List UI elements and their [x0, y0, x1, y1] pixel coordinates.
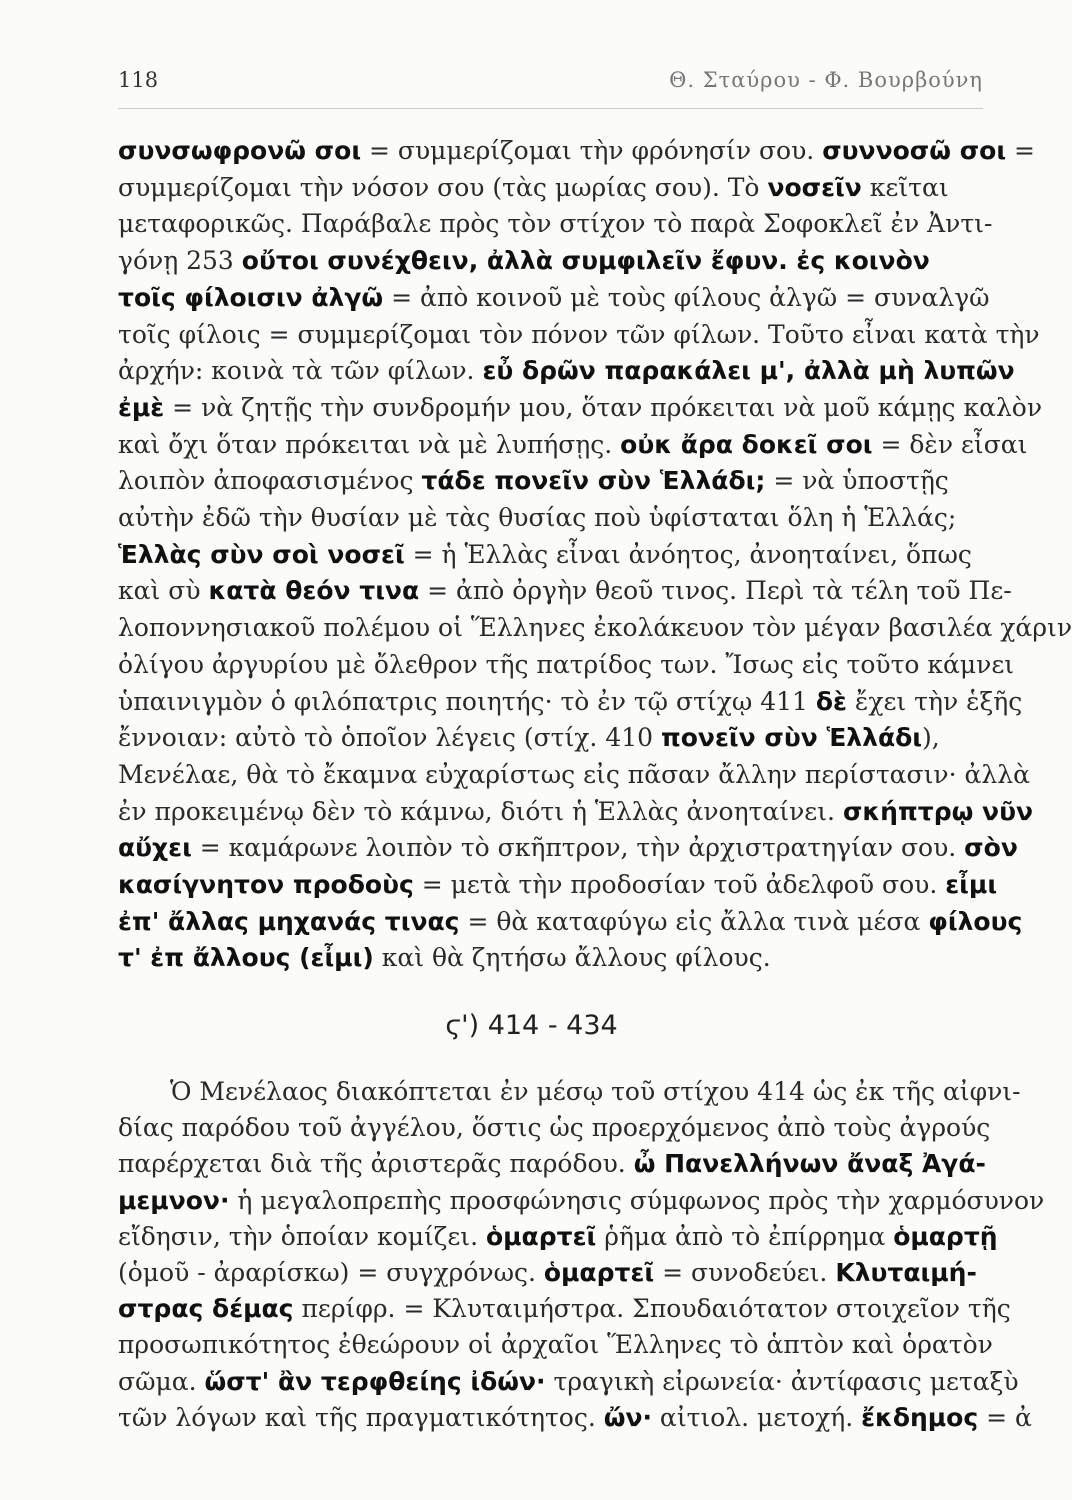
gloss-text: μεταφορικῶς. Παράβαλε πρὸς τὸν στίχον τὸ παρὰ Σοφοκλεῖ ἐν Ἀντι- — [118, 209, 993, 239]
text-line — [118, 649, 1015, 679]
gloss-text: αἰτιολ. μετοχή. — [651, 1402, 862, 1432]
text-line — [118, 392, 1043, 422]
gloss-text: = συνοδεύει. — [654, 1258, 836, 1287]
gloss-text: = δὲν εἶσαι — [872, 429, 1028, 459]
gloss-text: συμμερίζομαι τὴν νόσον σου (τὰς μωρίας σου). Τὸ — [118, 172, 768, 202]
gloss-text: τῶν λόγων καὶ τῆς πραγματικότητος. — [118, 1402, 604, 1432]
gloss-text: = νὰ ὑποστῇς — [765, 466, 949, 496]
gloss-text: = ἡ Ἑλλὰς εἶναι ἀνόητος, ἀνοηταίνει, ὅπως — [404, 539, 972, 569]
gloss-text: = νὰ ζητῇς τὴν συνδρομήν μου, ὅταν πρόκειται νὰ μοῦ κάμῃς καλὸν — [164, 392, 1043, 422]
text-line — [118, 172, 978, 202]
text-line — [118, 833, 1018, 863]
lemma-term: ὥστ' ἂν τερφθείης ἰδών· — [204, 1366, 546, 1396]
text-line — [118, 1402, 1032, 1432]
gloss-text: ), — [922, 723, 940, 753]
text-line — [118, 319, 1040, 349]
text-line — [118, 1330, 993, 1360]
lemma-term: σὸν — [964, 833, 1018, 863]
lemma-term: ὦ Πανελλήνων ἄναξ Ἀγά- — [633, 1149, 986, 1179]
lemma-term: φίλους — [928, 906, 1023, 936]
text-line — [118, 723, 978, 753]
lemma-term: κατὰ θεόν τινα — [208, 576, 420, 606]
lemma-term: ὤν· — [603, 1402, 652, 1432]
text-line — [118, 870, 998, 899]
gloss-text: ῥῆμα ἀπὸ τὸ ἐπίρρημα — [596, 1221, 894, 1251]
lemma-term: τ' ἐπ ἄλλους (εἶμι) — [118, 943, 374, 973]
text-line — [118, 356, 1015, 386]
text-line — [118, 1294, 1011, 1324]
text-line — [118, 613, 1072, 643]
text-line — [118, 759, 1030, 789]
lemma-term: αὔχει — [118, 833, 192, 863]
gloss-text: ὑπαινιγμὸν ὁ φιλόπατρις ποιητής· τὸ ἐν τῷ στίχῳ 411 — [118, 686, 816, 716]
lemma-term: νοσεῖν — [767, 172, 862, 202]
gloss-text: ἐν προκειμένῳ δὲν τὸ κάμνω, διότι ἡ Ἑλλὰς ἀνοηταίνει. — [118, 796, 843, 826]
gloss-text: καὶ σὺ — [118, 576, 209, 606]
text-line — [118, 1077, 1021, 1106]
lemma-term: πονεῖν σὺν Ἑλλάδι — [660, 723, 923, 753]
lemma-term: ἐμὲ — [118, 392, 165, 422]
text-line — [118, 686, 1023, 716]
text-line — [118, 539, 978, 569]
lemma-term: ὁμαρτῇ — [893, 1221, 998, 1251]
text-line — [118, 1221, 998, 1251]
lemma-term: οὐκ ἄρα δοκεῖ σοι — [620, 429, 873, 459]
running-head: Θ. Σταύρου - Φ. Βουρβούνη — [669, 68, 983, 92]
gloss-text: τοῖς φίλοις = συμμερίζομαι τὸν πόνον τῶν φίλων. Τοῦτο εἶναι κατὰ τὴν — [118, 319, 1040, 349]
gloss-text: κεῖται — [861, 172, 949, 202]
lemma-term: ἐπ' ἄλλας μηχανάς τινας — [118, 906, 460, 936]
gloss-text: = ἀ — [978, 1402, 1032, 1432]
text-line — [118, 796, 1033, 826]
lemma-term: τοῖς φίλοισιν ἀλγῶ — [118, 282, 384, 312]
gloss-text: Μενέλαε, θὰ τὸ ἔκαμνα εὐχαρίστως εἰς πᾶσαν ἄλλην περίστασιν· ἀλλὰ — [118, 759, 1030, 789]
gloss-text: δίας παρόδου τοῦ ἀγγέλου, ὅστις ὡς προερχόμενος ἀπὸ τοὺς ἀγρούς — [118, 1113, 991, 1143]
lemma-term: Ἑλλὰς σὺν σοὶ νοσεῖ — [118, 539, 405, 569]
text-line — [118, 246, 978, 276]
text-line — [118, 943, 978, 973]
gloss-text: προσωπικότητος ἐθεώρουν οἱ ἀρχαῖοι Ἕλληνες τὸ ἁπτὸν καὶ ὁρατὸν — [118, 1330, 993, 1360]
lemma-term: ὁμαρτεῖ — [543, 1258, 655, 1287]
lemma-term: τάδε πονεῖν σὺν Ἑλλάδι; — [421, 466, 766, 496]
lemma-term: σκήπτρῳ νῦν — [842, 796, 1033, 826]
gloss-text: καὶ ὄχι ὅταν πρόκειται νὰ μὲ λυπήσῃς. — [118, 429, 621, 459]
lemma-term: κασίγνητον προδοὺς — [118, 870, 414, 899]
gloss-text: = ἀπὸ κοινοῦ μὲ τοὺς φίλους ἀλγῶ = συναλγῶ — [383, 282, 990, 312]
gloss-text: αὐτὴν ἐδῶ τὴν θυσίαν μὲ τὰς θυσίας ποὺ ὑφίσταται ὅλη ἡ Ἑλλάς; — [118, 503, 957, 532]
text-line — [118, 209, 993, 239]
text-line — [118, 429, 1028, 459]
page-header — [118, 68, 983, 108]
lemma-term: οὔτοι συνέχθειν, ἀλλὰ συμφιλεῖν ἔφυν. ἐς κοινὸν — [241, 246, 930, 276]
text-line — [118, 1149, 986, 1179]
gloss-text: γόνῃ 253 — [118, 246, 242, 276]
section-heading: ϛ') 414 - 434 — [445, 1010, 618, 1041]
gloss-text: καὶ θὰ ζητήσω ἄλλους φίλους. — [373, 943, 771, 973]
text-line — [118, 466, 978, 496]
text-line — [118, 1185, 1045, 1215]
text-line — [118, 136, 1035, 165]
text-line — [118, 1260, 978, 1285]
gloss-text: λοποννησιακοῦ πολέμου οἱ Ἕλληνες ἐκολάκευον τὸν μέγαν βασιλέα χάριν — [118, 613, 1072, 643]
lemma-term: δὲ — [815, 686, 847, 716]
gloss-text: = ἀπὸ ὀργὴν θεοῦ τινος. Περὶ τὰ τέλη τοῦ Πε- — [419, 576, 1012, 606]
header-rule — [118, 108, 983, 109]
lemma-term: εὖ δρῶν παρακάλει μ', ἀλλὰ μὴ λυπῶν — [482, 356, 1015, 386]
lemma-term: ἔκδημος — [861, 1402, 979, 1432]
lemma-term: συνσωφρονῶ σοι — [118, 136, 362, 165]
gloss-text: ἔννοιαν: αὐτὸ τὸ ὁποῖον λέγεις (στίχ. 410 — [118, 723, 661, 753]
gloss-text: = καμάρωνε λοιπὸν τὸ σκῆπτρον, τὴν ἀρχιστρατηγίαν σου. — [191, 833, 965, 863]
gloss-text: = μετὰ τὴν προδοσίαν τοῦ ἀδελφοῦ σου. — [413, 870, 946, 899]
gloss-text: ἡ μεγαλοπρεπὴς προσφώνησις σύμφωνος πρὸς τὴν χαρμόσυνον — [229, 1185, 1045, 1215]
gloss-text: ὀλίγου ἀργυρίου μὲ ὄλεθρον τῆς πατρίδος των. Ἴσως εἰς τοῦτο κάμνει — [118, 649, 1015, 679]
gloss-text: περίφρ. = Κλυταιμήστρα. Σπουδαιότατον στοιχεῖον τῆς — [293, 1294, 1011, 1324]
gloss-text: παρέρχεται διὰ τῆς ἀριστερᾶς παρόδου. — [118, 1149, 634, 1179]
gloss-text: = θὰ καταφύγω εἰς ἄλλα τινὰ μέσα — [459, 906, 929, 936]
gloss-text: ἀρχήν: κοινὰ τὰ τῶν φίλων. — [118, 356, 483, 386]
text-line — [118, 576, 1012, 606]
lemma-term: στρας δέμας — [118, 1294, 294, 1324]
gloss-text: λοιπὸν ἀποφασισμένος — [118, 466, 422, 496]
text-line — [118, 1366, 1019, 1396]
lemma-term: συννοσῶ σοι — [822, 136, 1007, 165]
gloss-text: ἔχει τὴν ἑξῆς — [846, 686, 1023, 716]
gloss-text: Ὁ Μενέλαος διακόπτεται ἐν μέσῳ τοῦ στίχου 414 ὡς ἐκ τῆς αἰφνι- — [170, 1077, 1021, 1106]
lemma-term: εἶμι — [945, 870, 998, 899]
gloss-text: (ὁμοῦ - ἀραρίσκω) = συγχρόνως. — [118, 1258, 544, 1287]
gloss-text: σῶμα. — [118, 1366, 205, 1396]
page-number: 118 — [118, 68, 159, 92]
lemma-term: Κλυταιμή- — [835, 1258, 977, 1287]
text-line — [118, 906, 1023, 936]
gloss-text: τραγικὴ εἰρωνεία· ἀντίφασις μεταξὺ — [545, 1366, 1019, 1396]
gloss-text: = συμμερίζομαι τὴν φρόνησίν σου. — [361, 136, 823, 165]
gloss-text: εἴδησιν, τὴν ὁποίαν κομίζει. — [118, 1221, 486, 1251]
text-line — [118, 282, 990, 312]
gloss-text: = — [1006, 136, 1035, 165]
text-line — [118, 505, 978, 530]
lemma-term: μεμνον· — [118, 1185, 230, 1215]
lemma-term: ὁμαρτεῖ — [485, 1221, 597, 1251]
text-line — [118, 1113, 991, 1143]
